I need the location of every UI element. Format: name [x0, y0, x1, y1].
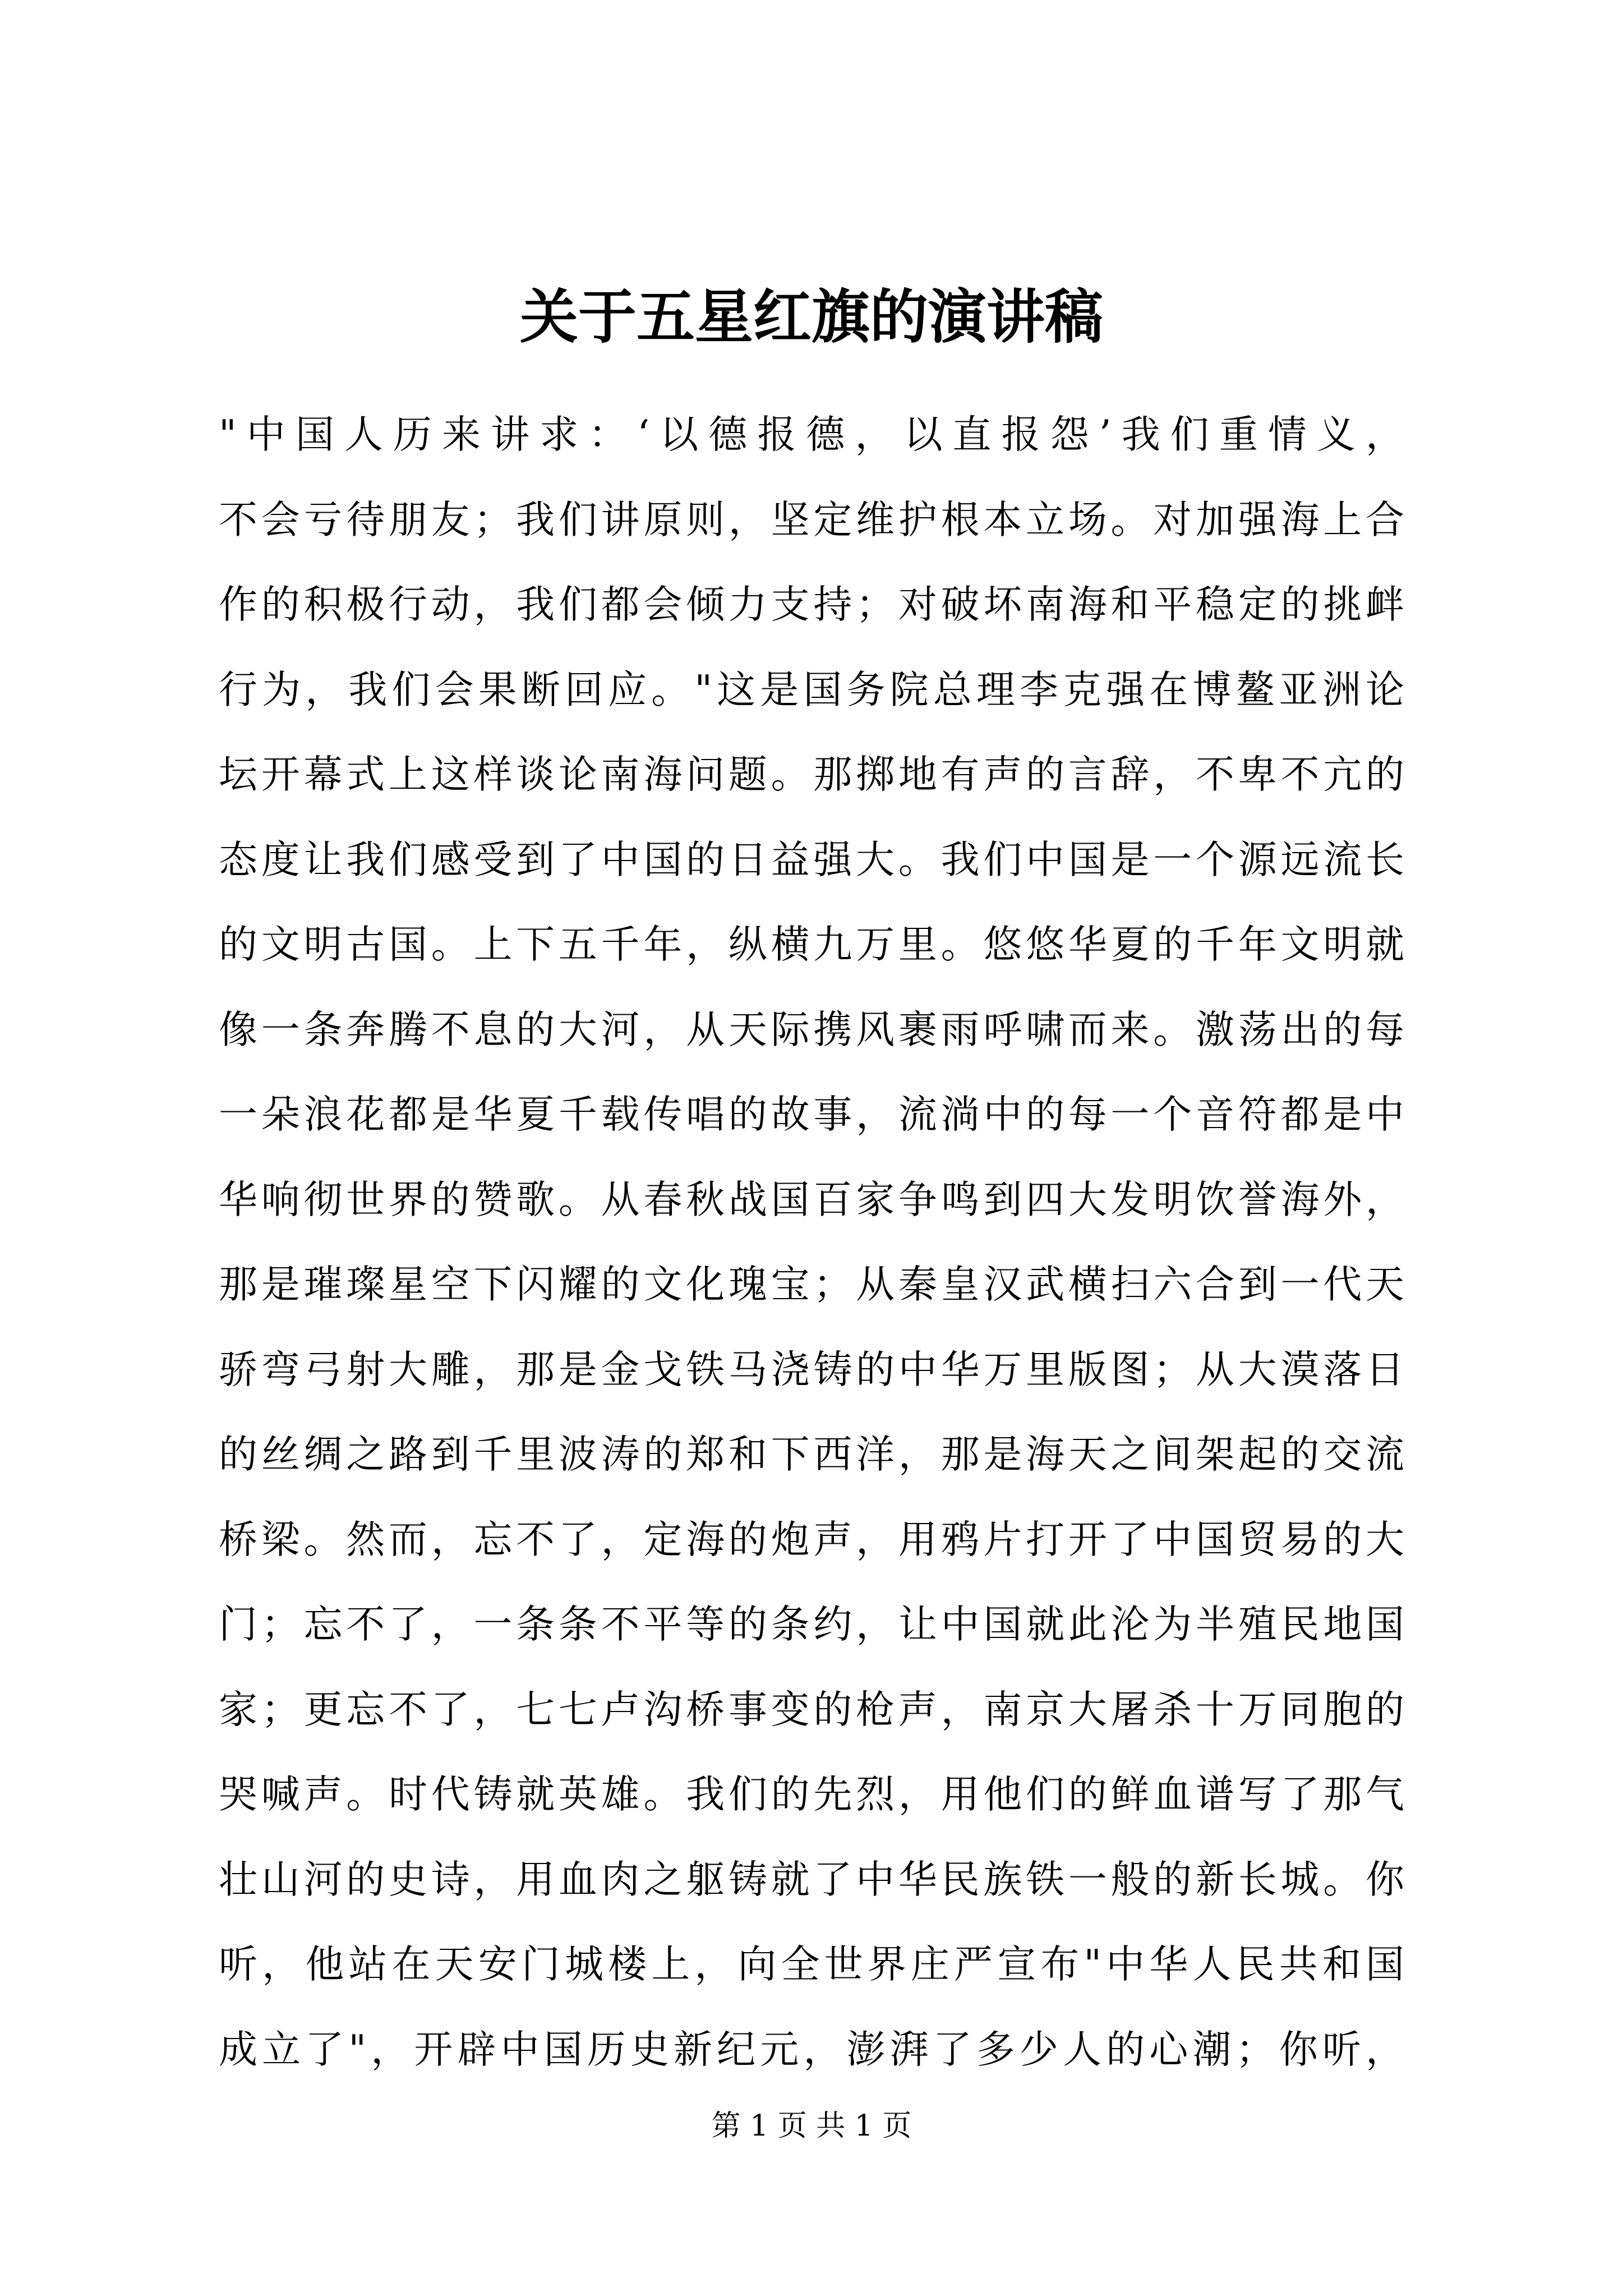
body-line: 作的积极行动，我们都会倾力支持；对破坏南海和平稳定的挑衅 — [219, 582, 1404, 627]
body-line: 的文明古国。上下五千年，纵横九万里。悠悠华夏的千年文明就 — [219, 922, 1404, 967]
body-line: 骄弯弓射大雕，那是金戈铁马浇铸的中华万里版图；从大漠落日 — [219, 1347, 1404, 1392]
document-title: 关于五星红旗的演讲稿 — [519, 282, 1103, 351]
body-line: "中国人历来讲求：‘以德报德，以直报怨’我们重情义， — [219, 412, 1404, 457]
body-line: 门；忘不了，一条条不平等的条约，让中国就此沦为半殖民地国 — [219, 1602, 1404, 1647]
page-footer: 第 1 页 共 1 页 — [711, 2109, 912, 2143]
body-line: 态度让我们感受到了中国的日益强大。我们中国是一个源远流长 — [219, 837, 1404, 882]
body-line: 哭喊声。时代铸就英雄。我们的先烈，用他们的鲜血谱写了那气 — [219, 1772, 1404, 1817]
body-line: 行为，我们会果断回应。"这是国务院总理李克强在博鳌亚洲论 — [219, 667, 1404, 712]
body-line: 桥梁。然而，忘不了，定海的炮声，用鸦片打开了中国贸易的大 — [219, 1517, 1404, 1562]
body-line: 听，他站在天安门城楼上，向全世界庄严宣布"中华人民共和国 — [219, 1942, 1404, 1987]
document-body — [219, 393, 1404, 2092]
body-line: 不会亏待朋友；我们讲原则，坚定维护根本立场。对加强海上合 — [219, 497, 1404, 542]
body-line: 坛开幕式上这样谈论南海问题。那掷地有声的言辞，不卑不亢的 — [219, 752, 1404, 797]
body-line: 家；更忘不了，七七卢沟桥事变的枪声，南京大屠杀十万同胞的 — [219, 1687, 1404, 1732]
body-line: 成立了"，开辟中国历史新纪元，澎湃了多少人的心潮；你听， — [219, 2027, 1404, 2072]
body-line: 像一条奔腾不息的大河，从天际携风裹雨呼啸而来。激荡出的每 — [219, 1007, 1404, 1052]
body-line: 华响彻世界的赞歌。从春秋战国百家争鸣到四大发明饮誉海外， — [219, 1177, 1404, 1222]
body-line: 的丝绸之路到千里波涛的郑和下西洋，那是海天之间架起的交流 — [219, 1432, 1404, 1477]
body-line: 壮山河的史诗，用血肉之躯铸就了中华民族铁一般的新长城。你 — [219, 1857, 1404, 1902]
body-line: 一朵浪花都是华夏千载传唱的故事，流淌中的每一个音符都是中 — [219, 1092, 1404, 1137]
body-line: 那是璀璨星空下闪耀的文化瑰宝；从秦皇汉武横扫六合到一代天 — [219, 1262, 1404, 1307]
